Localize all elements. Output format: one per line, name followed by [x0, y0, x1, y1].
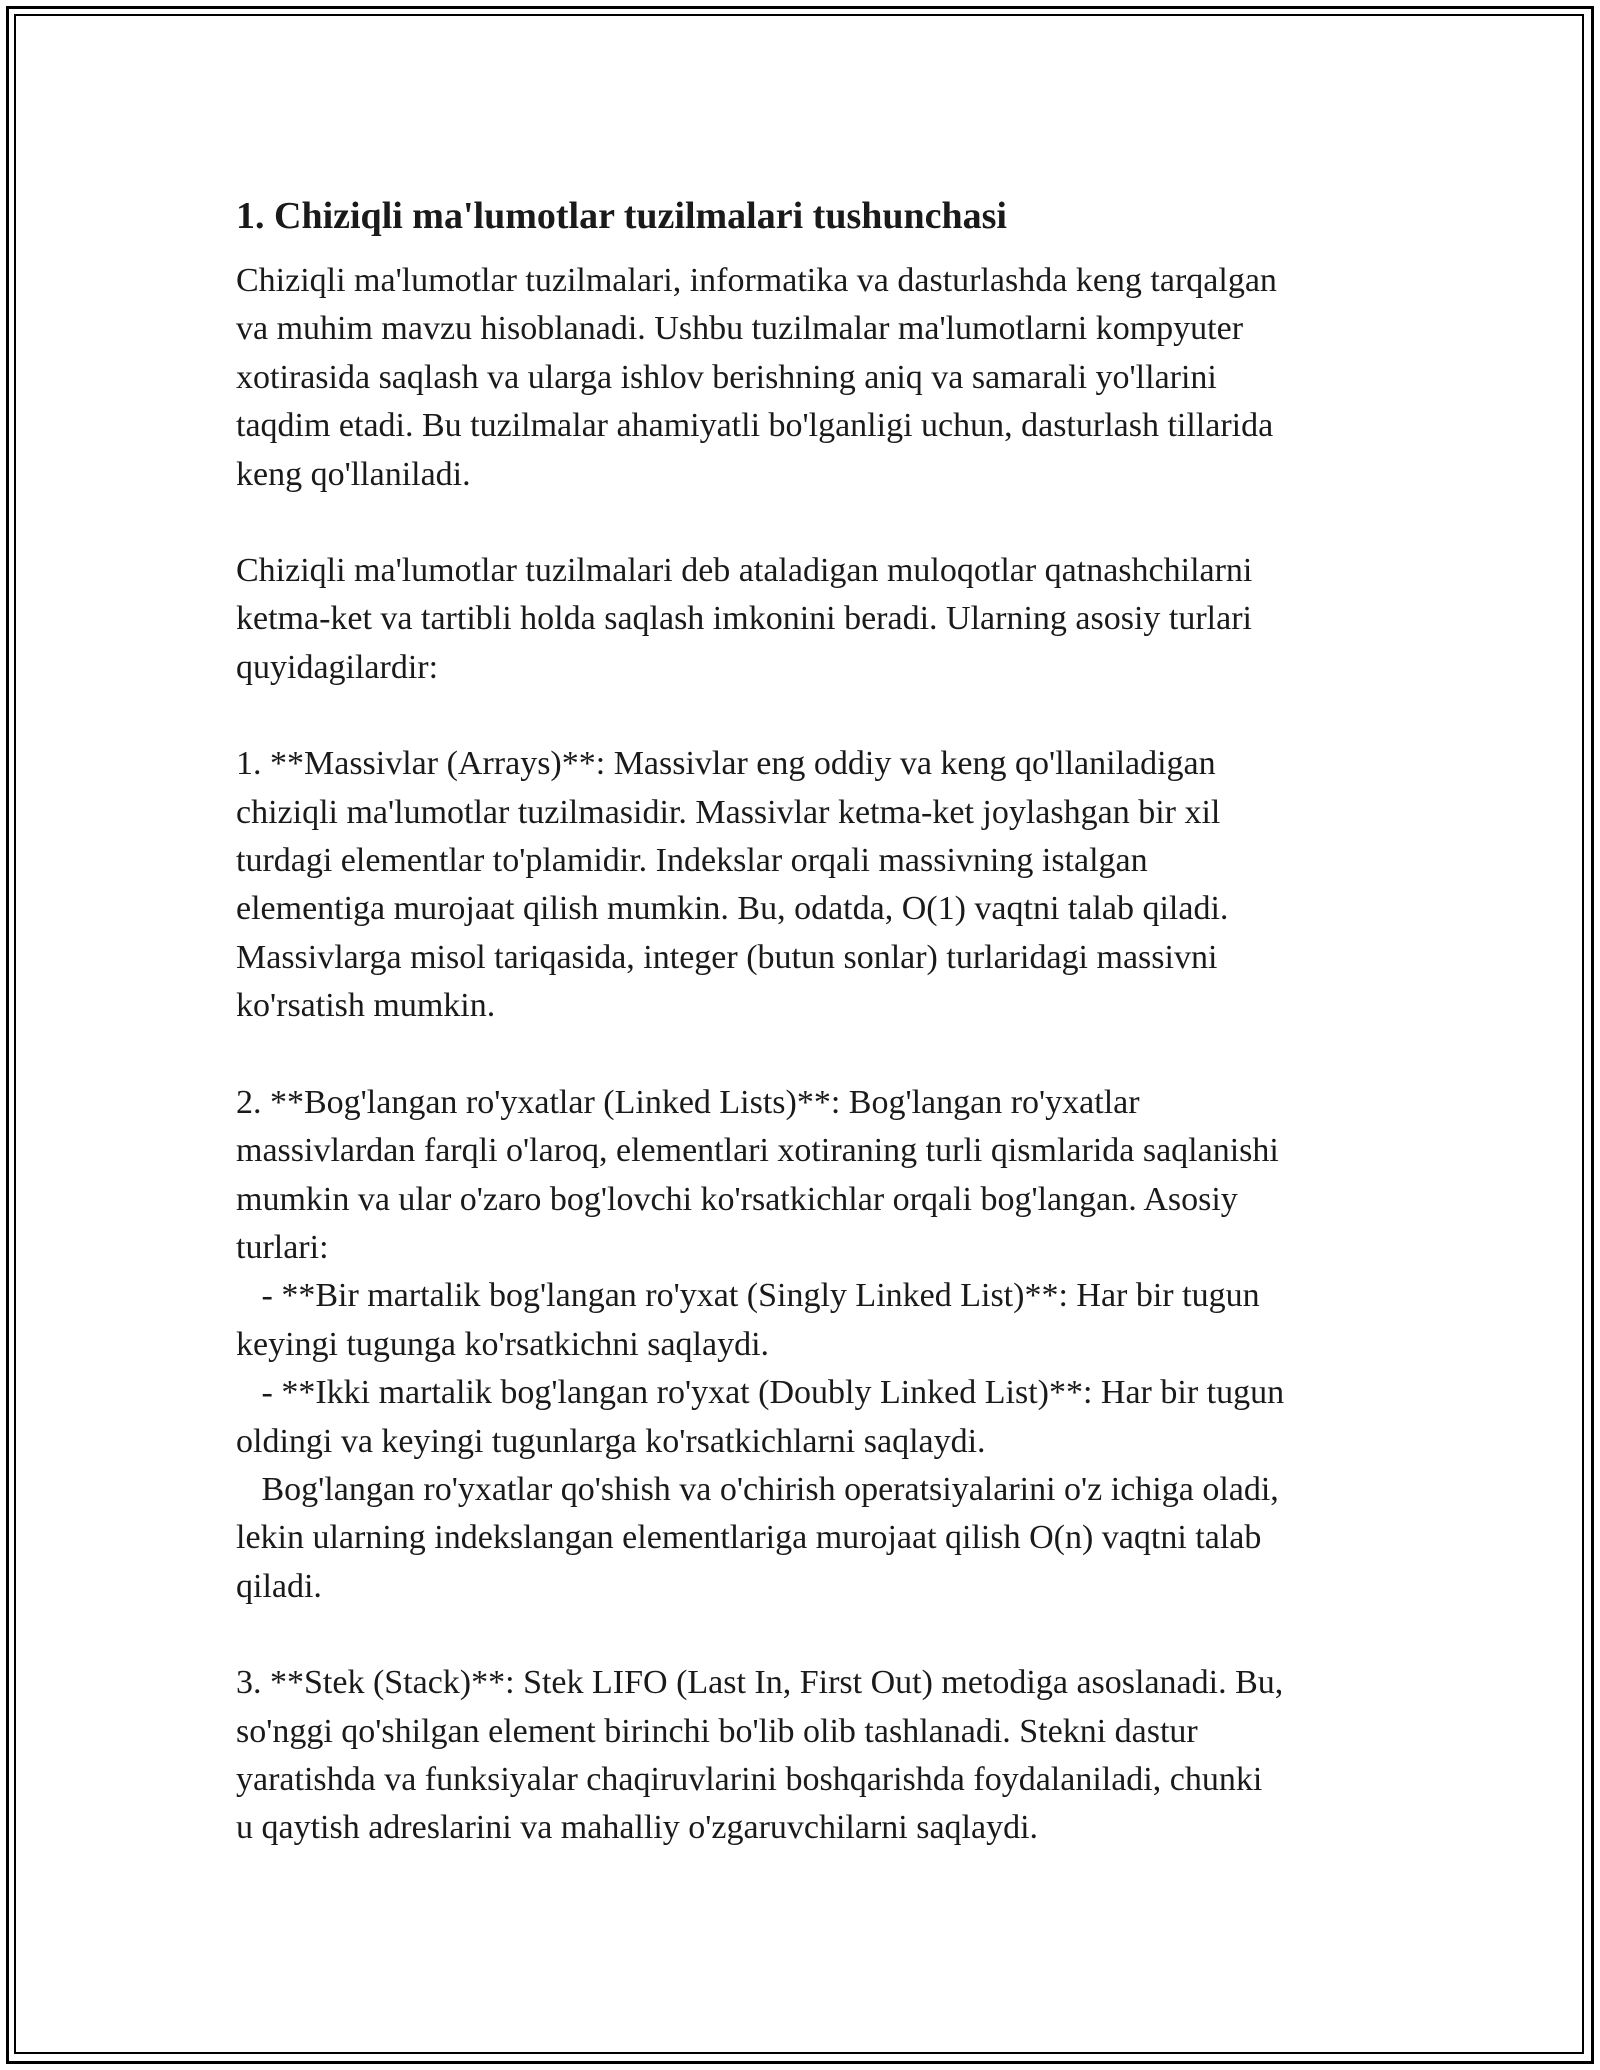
text-line: taqdim etadi. Bu tuzilmalar ahamiyatli bo'lganligi uchun, dasturlash tillarida	[236, 407, 1274, 445]
paragraph-types-intro	[236, 547, 1386, 692]
text-line: Bog'langan ro'yxatlar qo'shish va o'chirish operatsiyalarini o'z ichiga oladi,	[236, 1470, 1279, 1508]
paragraph-linked-lists	[236, 1079, 1386, 1611]
section-heading: 1. Chiziqli ma'lumotlar tuzilmalari tushunchasi	[236, 195, 1007, 237]
text-line: quyidagilardir:	[236, 648, 439, 686]
text-line: ketma-ket va tartibli holda saqlash imkonini beradi. Ularning asosiy turlari	[236, 600, 1252, 638]
paragraph-intro	[236, 257, 1386, 499]
document-body	[236, 186, 1386, 1853]
text-line: so'nggi qo'shilgan element birinchi bo'lib olib tashlanadi. Stekni dastur	[236, 1712, 1198, 1750]
text-line: ko'rsatish mumkin.	[236, 987, 496, 1025]
paragraph-arrays	[236, 740, 1386, 1030]
text-line: massivlardan farqli o'laroq, elementlari xotiraning turli qismlarida saqlanishi	[236, 1132, 1279, 1170]
text-line: - **Ikki martalik bog'langan ro'yxat (Doubly Linked List)**: Har bir tugun	[236, 1374, 1285, 1412]
text-line: va muhim mavzu hisoblanadi. Ushbu tuzilmalar ma'lumotlarni kompyuter	[236, 310, 1244, 348]
text-line: keng qo'llaniladi.	[236, 455, 471, 493]
text-line: Massivlarga misol tariqasida, integer (butun sonlar) turlaridagi massivni	[236, 938, 1218, 976]
text-line: xotirasida saqlash va ularga ishlov berishning aniq va samarali yo'llarini	[236, 358, 1217, 396]
text-line: 2. **Bog'langan ro'yxatlar (Linked Lists)**: Bog'langan ro'yxatlar	[236, 1083, 1140, 1121]
text-line: u qaytish adreslarini va mahalliy o'zgaruvchilarni saqlaydi.	[236, 1809, 1039, 1847]
text-line: 3. **Stek (Stack)**: Stek LIFO (Last In, First Out) metodiga asoslanadi. Bu,	[236, 1664, 1284, 1702]
text-line: qiladi.	[236, 1567, 322, 1605]
text-line: keyingi tugunga ko'rsatkichni saqlaydi.	[236, 1325, 770, 1363]
text-line: turdagi elementlar to'plamidir. Indekslar orqali massivning istalgan	[236, 842, 1148, 880]
text-line: Chiziqli ma'lumotlar tuzilmalari, informatika va dasturlashda keng tarqalgan	[236, 262, 1277, 299]
text-line: oldingi va keyingi tugunlarga ko'rsatkichlarni saqlaydi.	[236, 1422, 986, 1460]
text-line: yaratishda va funksiyalar chaqiruvlarini boshqarishda foydalaniladi, chunki	[236, 1760, 1263, 1798]
paragraph-stack	[236, 1659, 1386, 1853]
text-line: turlari:	[236, 1228, 329, 1266]
text-line: lekin ularning indekslangan elementlariga murojaat qilish O(n) vaqtni talab	[236, 1519, 1262, 1557]
text-line: 1. **Massivlar (Arrays)**: Massivlar eng oddiy va keng qo'llaniladigan	[236, 745, 1216, 783]
text-line: - **Bir martalik bog'langan ro'yxat (Singly Linked List)**: Har bir tugun	[236, 1277, 1260, 1315]
text-line: mumkin va ular o'zaro bog'lovchi ko'rsatkichlar orqali bog'langan. Asosiy	[236, 1180, 1238, 1218]
text-line: Chiziqli ma'lumotlar tuzilmalari deb ataladigan muloqotlar qatnashchilarni	[236, 552, 1253, 590]
text-line: chiziqli ma'lumotlar tuzilmasidir. Massivlar ketma-ket joylashgan bir xil	[236, 793, 1221, 831]
text-line: elementiga murojaat qilish mumkin. Bu, odatda, O(1) vaqtni talab qiladi.	[236, 890, 1229, 928]
